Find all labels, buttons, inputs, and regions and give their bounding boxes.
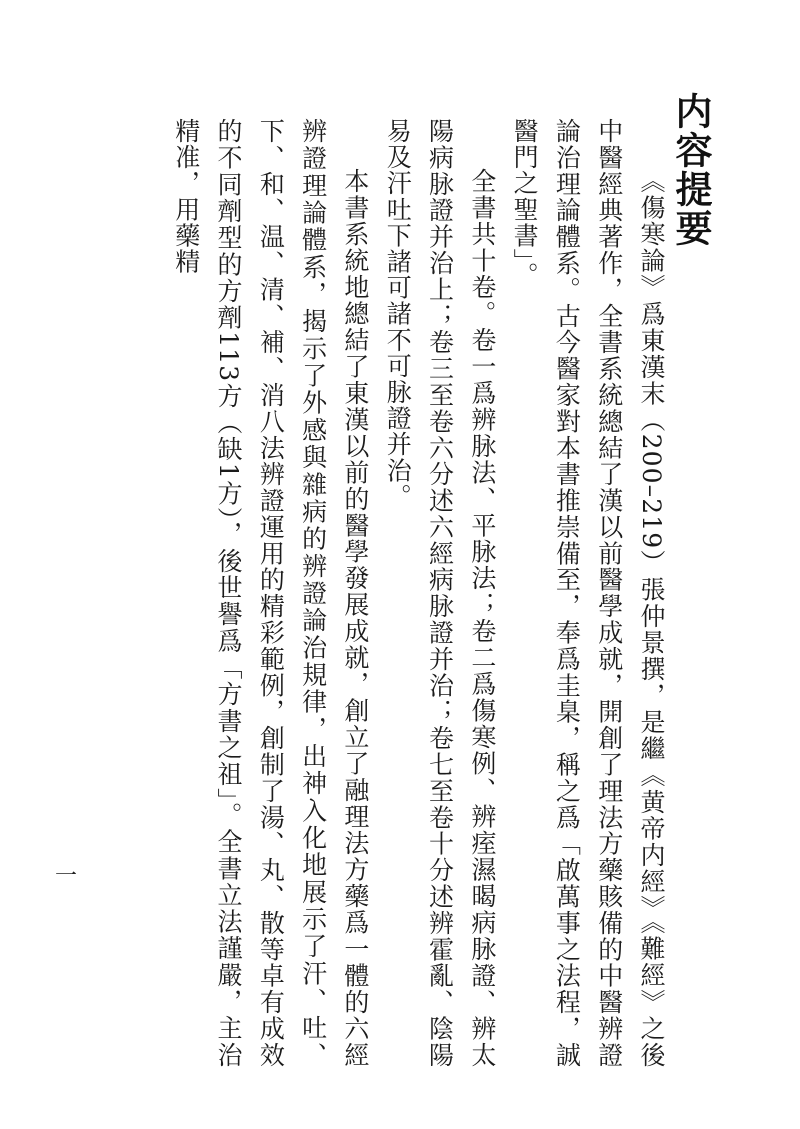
paragraph: 全書共十卷。卷一爲辨脉法、平脉法；卷二爲傷寒例、辨痓濕暍病脉證、辨太陽病脉證并治上；卷三至卷六分述六經病脉證并治；卷七至卷十分述辨霍亂、陰陽易及汗吐下諸可諸不可脉證并治。: [383, 118, 497, 1068]
page-number: 一: [55, 863, 78, 889]
section-title: 内容提要: [669, 92, 713, 248]
body-text: [112, 118, 672, 1068]
paragraph: 《傷寒論》爲東漢末（200–219）張仲景撰，是繼《黄帝内經》《難經》之後中醫經典著作，全書系統總結了漢以前醫學成就，開創了理法方藥賅備的中醫辨證論治理論體系。古今醫家對本書推崇備至，奉爲圭臬，稱之爲「啟萬事之法程，誠醫門之聖書」。: [510, 118, 666, 1068]
paragraph: 本書系統地總結了東漢以前的醫學發展成就，創立了融理法方藥爲一體的六經辨證理論體系，揭示了外感與雜病的辨證論治規律，出神入化地展示了汗、吐、下、和、温、清、補、消八法辨證運用的精彩範例，創制了湯、丸、散等卓有成效的不同劑型的方劑113方（缺1方），後世譽爲「方書之祖」。全書立法謹嚴，主治精准，用藥精: [171, 118, 370, 1068]
